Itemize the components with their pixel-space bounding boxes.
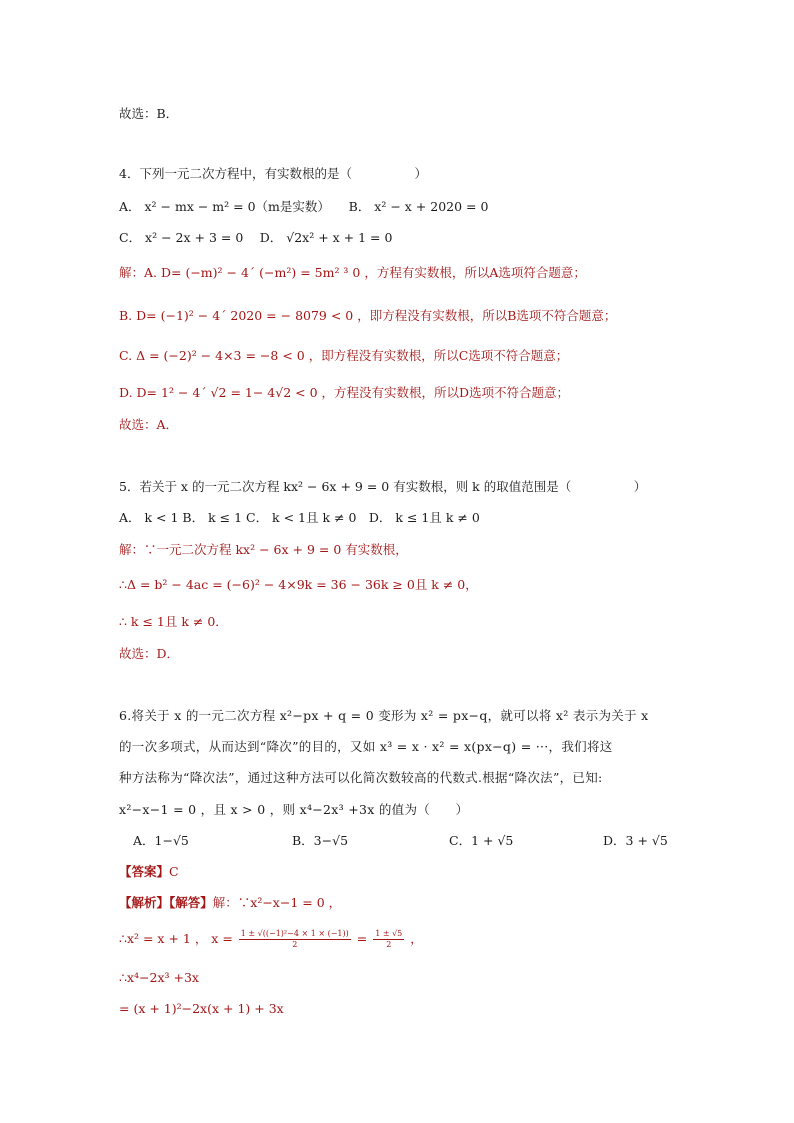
q6-answer: [119, 864, 179, 880]
q5-conclusion: 故选：D．: [119, 646, 180, 661]
q6-option-d: D．3 + √5: [603, 833, 668, 848]
q6-stem-4: x²−x−1 = 0 ，且 x > 0 ，则 x⁴−2x³ +3x 的值为（ ）: [119, 802, 469, 817]
q5-solution-1: 解：∵一元二次方程 kx² − 6x + 9 = 0 有实数根，: [119, 542, 408, 557]
fraction-quadratic-formula: [239, 929, 351, 950]
q5-solution-2: ∴Δ = b² − 4ac = (−6)² − 4×9k = 36 − 36k ≥ 0且 k ≠ 0，: [119, 577, 478, 592]
answer-tag: 【答案】: [119, 864, 170, 879]
q4-solution-d: D. D= 1² − 4´ √2 = 1− 4√2 < 0 ，方程没有实数根，所以D选项不符合题意；: [119, 385, 570, 400]
q6-solution-step: = (x + 1)²−2x(x + 1) + 3x: [119, 1001, 284, 1016]
fraction-denominator: 2: [386, 940, 392, 949]
q6-option-a: A．1−√5: [133, 833, 189, 848]
q6-option-c: C．1 + √5: [449, 833, 514, 848]
equals-sign: =: [356, 931, 368, 946]
answer-value: C: [169, 864, 179, 879]
solution-text: 解：∵x²−x−1 = 0 ，: [212, 895, 342, 910]
q6-stem-3: 种方法称为“降次法”，通过这种方法可以化简次数较高的代数式.根据“降次法”，已知:: [119, 770, 603, 785]
q5-solution-3: ∴ k ≤ 1且 k ≠ 0．: [119, 614, 228, 629]
roots-prefix: ∴x² = x + 1 ， x =: [119, 931, 237, 946]
q5-options: A． k < 1 B． k ≤ 1 C． k < 1且 k ≠ 0 D． k ≤ 1且 k ≠ 0: [119, 510, 480, 525]
fraction-denominator: 2: [292, 940, 298, 949]
q4-solution-a: 解：A. D= (−m)² − 4´ (−m²) = 5m² ³ 0 ，方程有实数根，所以A选项符合题意；: [119, 265, 586, 280]
q5-stem: 5．若关于 x 的一元二次方程 kx² − 6x + 9 = 0 有实数根，则 k 的取值范围是（ ）: [119, 479, 647, 494]
q6-stem-2: 的一次多项式，从而达到“降次”的目的，又如 x³ = x · x² = x(px−q) = ···，我们将这: [119, 739, 613, 754]
q6-option-b: B．3−√5: [292, 833, 349, 848]
fraction-numerator: 1 ± √((−1)²−4 × 1 × (−1)): [240, 929, 349, 938]
q4-options-ab: A． x² − mx − m² = 0（m是实数） B． x² − x + 2020 = 0: [119, 199, 489, 214]
fraction-simplified: [373, 929, 404, 950]
comma: ，: [410, 931, 423, 946]
q6-stem-1: 6.将关于 x 的一元二次方程 x²−px + q = 0 变形为 x² = px−q，就可以将 x² 表示为关于 x: [119, 708, 649, 723]
line-conclusion-b: 故选：B．: [119, 106, 179, 121]
q6-solution-header: [119, 895, 341, 911]
solution-tag: 【解析】【解答】: [119, 895, 213, 910]
q4-solution-b: B. D= (−1)² − 4´ 2020 = − 8079 < 0 ，即方程没有实数根，所以B选项不符合题意；: [119, 308, 617, 323]
q4-options-cd: C． x² − 2x + 3 = 0 D． √2x² + x + 1 = 0: [119, 230, 393, 245]
q6-solution-expr: ∴x⁴−2x³ +3x: [119, 970, 199, 985]
q6-solution-roots: [119, 929, 423, 950]
q4-stem: 4．下列一元二次方程中，有实数根的是（ ）: [119, 166, 427, 181]
fraction-numerator: 1 ± √5: [375, 929, 403, 938]
q4-conclusion: 故选：A．: [119, 417, 179, 432]
q4-solution-c: C. Δ = (−2)² − 4×3 = −8 < 0 ，即方程没有实数根，所以C选项不符合题意；: [119, 348, 569, 363]
